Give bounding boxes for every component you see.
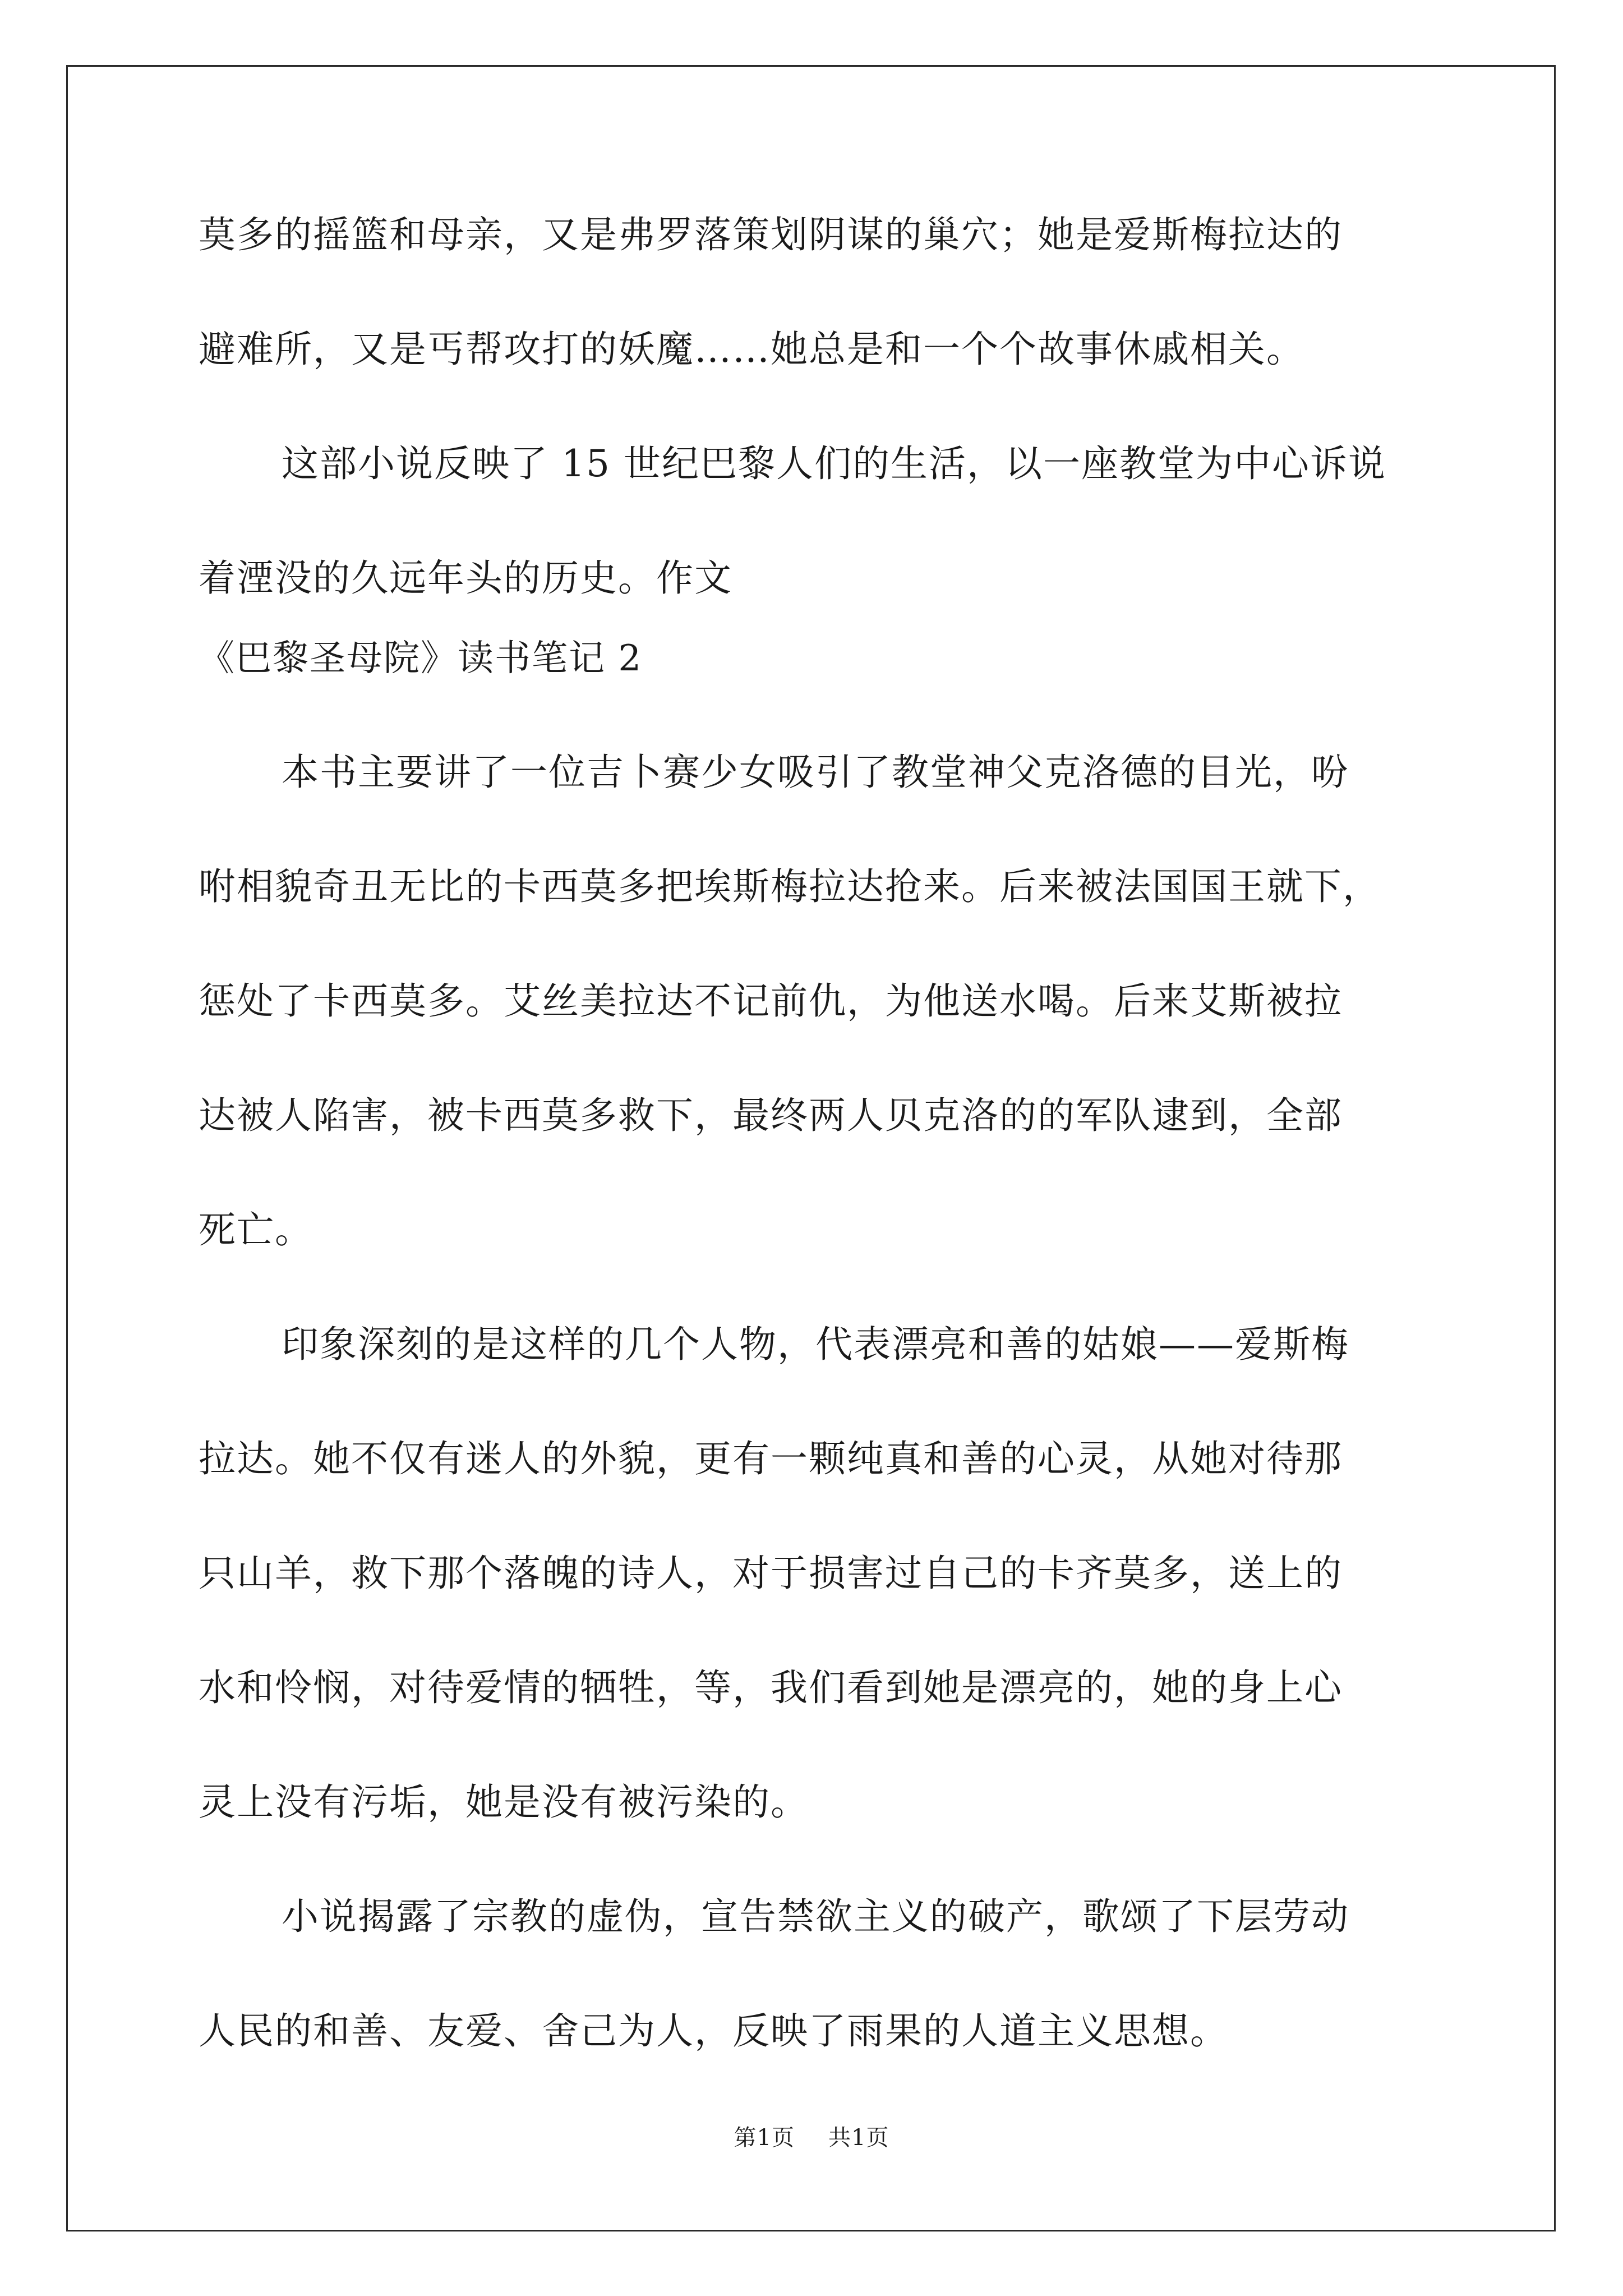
paragraph-line: 惩处了卡西莫多。艾丝美拉达不记前仇，为他送水喝。后来艾斯被拉	[199, 979, 1343, 1023]
paragraph-line: 只山羊，救下那个落魄的诗人，对于损害过自己的卡齐莫多，送上的	[199, 1552, 1343, 1595]
paragraph-line: 着湮没的久远年头的历史。作文	[199, 556, 732, 600]
paragraph-line: 水和怜悯，对待爱情的牺牲，等，我们看到她是漂亮的，她的身上心	[199, 1666, 1343, 1709]
section-heading: 《巴黎圣母院》读书笔记 2	[199, 638, 643, 679]
paragraph-line: 人民的和善、友爱、舍己为人，反映了雨果的人道主义思想。	[199, 2009, 1228, 2053]
paragraph-line: 这部小说反映了 15 世纪巴黎人们的生活，以一座教堂为中心诉说	[282, 442, 1386, 485]
paragraph-line: 死亡。	[199, 1208, 313, 1251]
paragraph-line: 小说揭露了宗教的虚伪，宣告禁欲主义的破产，歌颂了下层劳动	[282, 1895, 1349, 1938]
paragraph-line: 咐相貌奇丑无比的卡西莫多把埃斯梅拉达抢来。后来被法国国王就下，	[199, 865, 1381, 908]
document-body	[199, 213, 1449, 2127]
paragraph-line: 印象深刻的是这样的几个人物，代表漂亮和善的姑娘——爱斯梅	[282, 1323, 1349, 1366]
paragraph-line: 本书主要讲了一位吉卜赛少女吸引了教堂神父克洛德的目光，吩	[282, 751, 1349, 794]
paragraph-line: 达被人陷害，被卡西莫多救下，最终两人贝克洛的的军队逮到，全部	[199, 1094, 1343, 1137]
paragraph-line: 拉达。她不仅有迷人的外貌，更有一颗纯真和善的心灵，从她对待那	[199, 1437, 1343, 1480]
paragraph-line: 莫多的摇篮和母亲，又是弗罗落策划阴谋的巢穴；她是爱斯梅拉达的	[199, 213, 1343, 256]
paragraph-line: 灵上没有污垢，她是没有被污染的。	[199, 1780, 809, 1824]
page-number: 第1页	[734, 2125, 795, 2151]
paragraph-line: 避难所，又是丐帮攻打的妖魔……她总是和一个个故事休戚相关。	[199, 328, 1304, 371]
page-total: 共1页	[828, 2125, 889, 2151]
page-footer	[0, 2127, 1623, 2149]
